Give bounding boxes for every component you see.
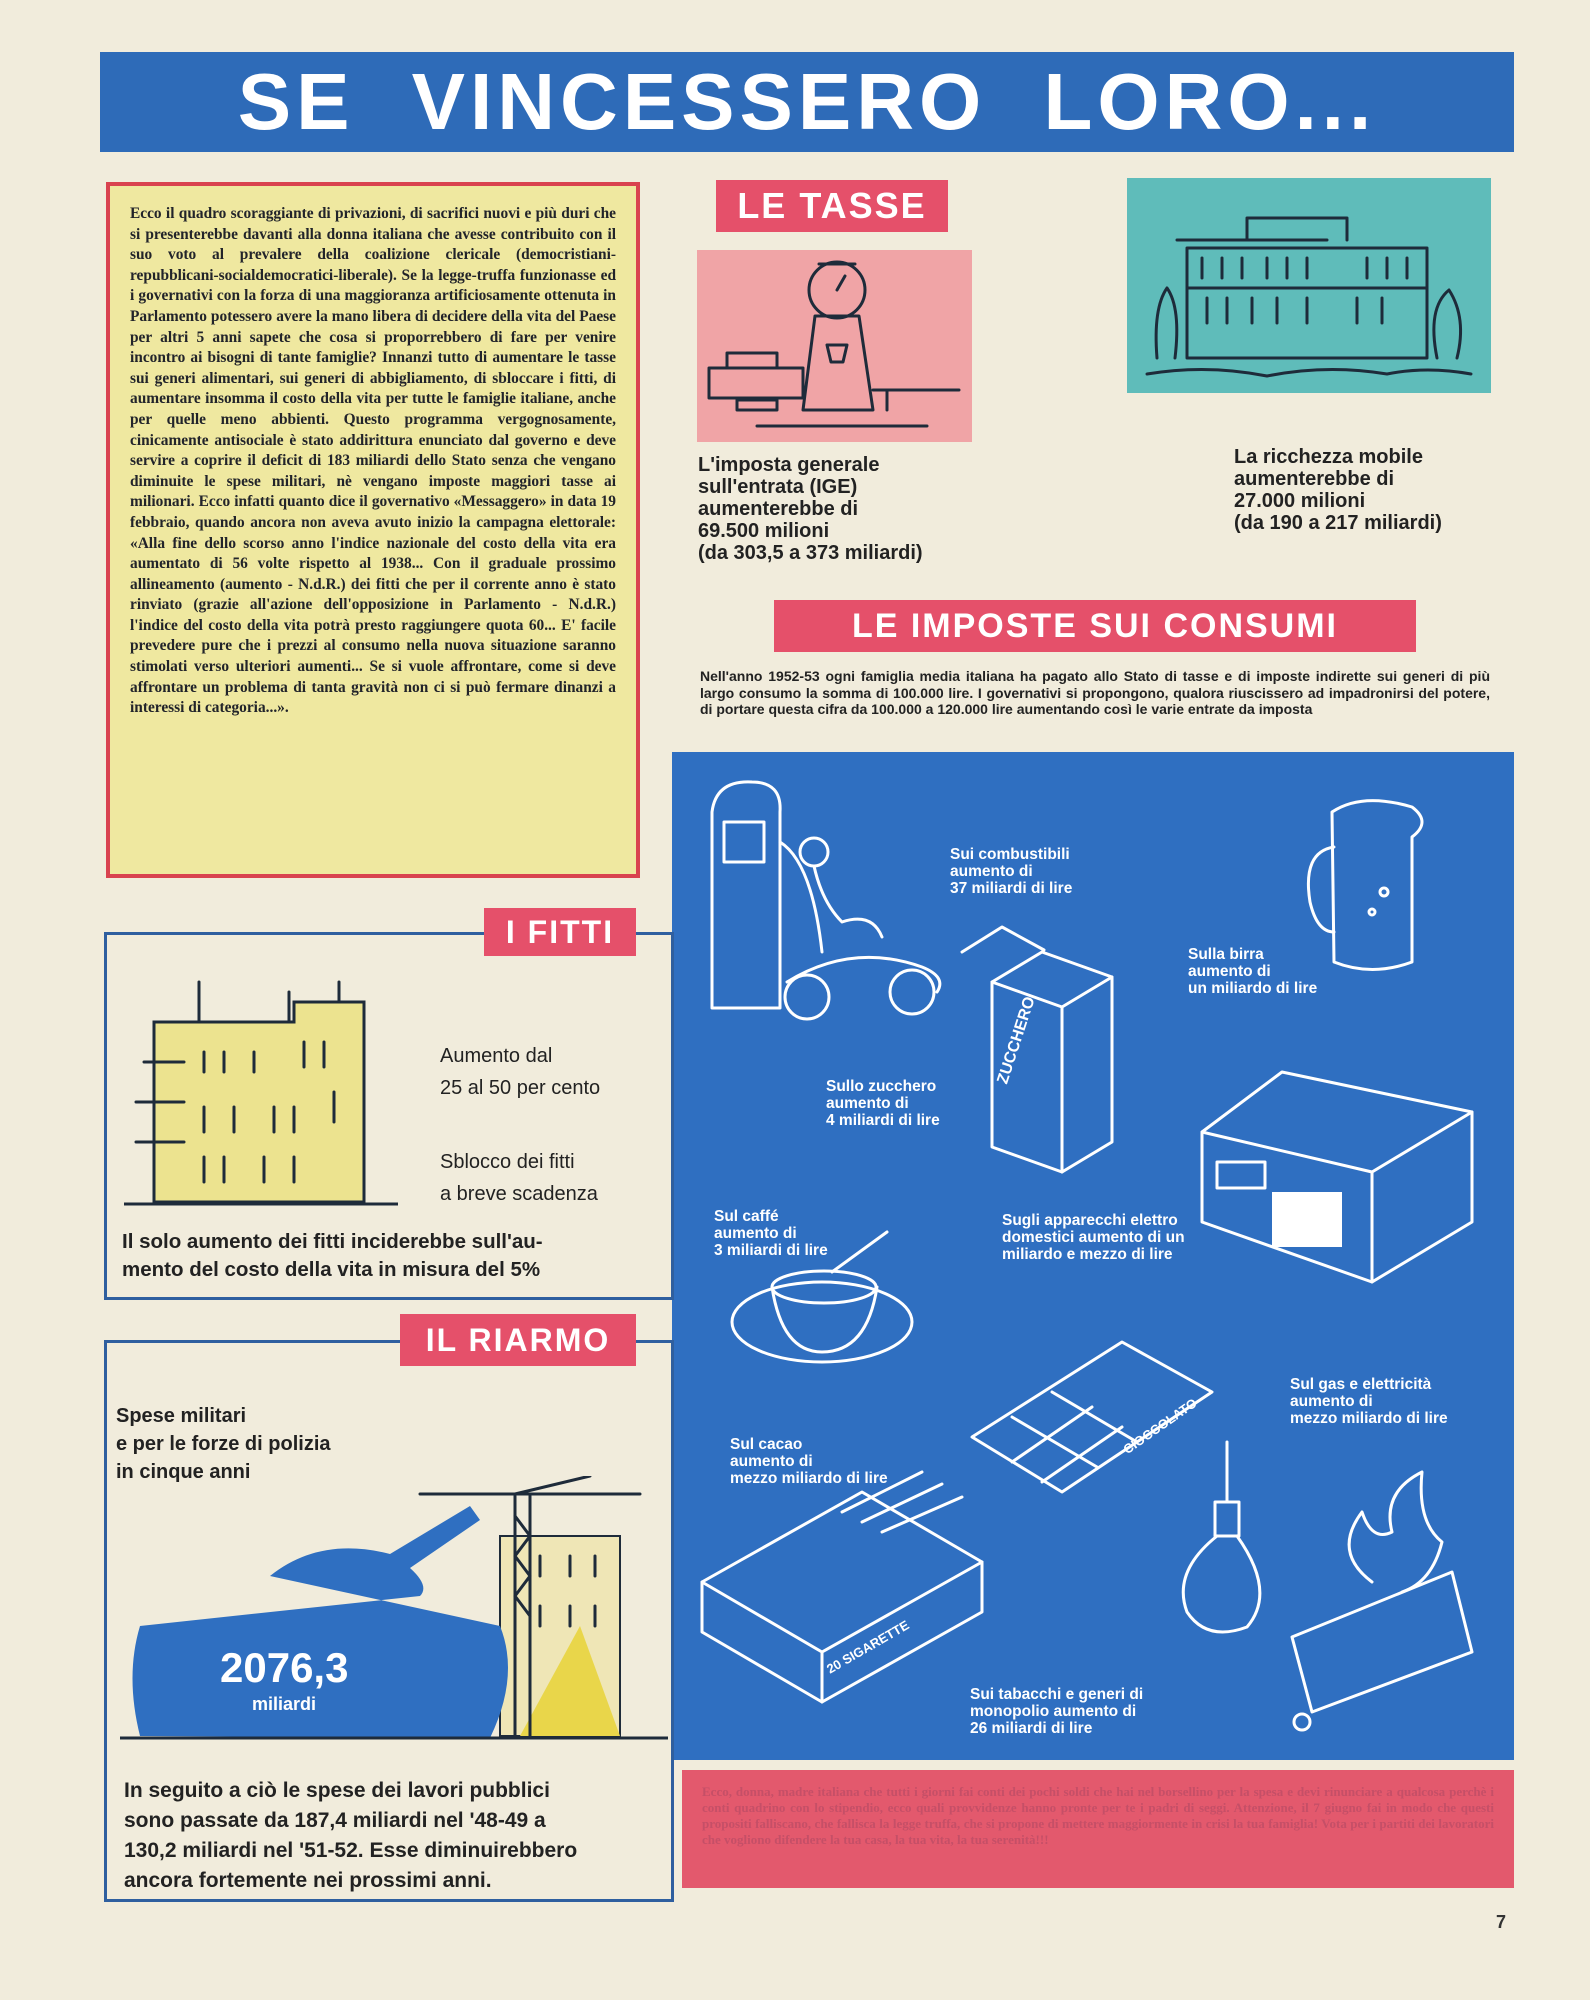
tank-crane-icon (120, 1476, 668, 1748)
page-number: 7 (1496, 1912, 1507, 1932)
ricchezza-line: 27.000 milioni (1234, 490, 1366, 512)
label-line: aumento di (1290, 1393, 1373, 1410)
ricchezza-line: La ricchezza mobile (1234, 446, 1423, 468)
riarmo-bottom-line: ancora fortemente nei prossimi anni. (124, 1869, 492, 1892)
label-elettrodomestici (1002, 1212, 1185, 1263)
label-combustibili (950, 846, 1072, 897)
ricchezza-line: aumenterebbe di (1234, 468, 1395, 490)
tasse-heading (716, 180, 948, 232)
consumi-panel (672, 752, 1514, 1760)
label-line: Sugli apparecchi elettro (1002, 1212, 1178, 1229)
label-line: Sui tabacchi e generi di (970, 1686, 1144, 1703)
ige-line: sull'entrata (IGE) (698, 476, 858, 498)
fitti-heading-text: I FITTI (505, 913, 615, 950)
light-bulb-icon (1183, 1442, 1260, 1632)
ricchezza-caption (1234, 446, 1514, 534)
label-line: Sui combustibili (950, 846, 1070, 863)
label-zucchero (826, 1078, 940, 1129)
label-line: Sullo zucchero (826, 1078, 937, 1095)
label-line: Sulla birra (1188, 946, 1264, 963)
intro-box (106, 182, 640, 878)
beer-mug-icon (1308, 801, 1422, 970)
label-line: mezzo miliardo di lire (730, 1470, 888, 1487)
label-line: domestici aumento di un (1002, 1229, 1185, 1246)
page-banner (100, 52, 1514, 152)
scale-illustration (697, 250, 972, 442)
riarmo-bottom-line: In seguito a ciò le spese dei lavori pubblici (124, 1779, 550, 1802)
riarmo-amount: 2076,3 (220, 1644, 349, 1691)
fitti-building (124, 972, 398, 1212)
riarmo-bottom-line: 130,2 miliardi nel '51-52. Esse diminuirebbero (124, 1839, 578, 1862)
riarmo-heading-text: IL RIARMO (425, 1321, 611, 1358)
riarmo-caption-line: Spese militari (116, 1405, 247, 1427)
fitti-line: 25 al 50 per cento (440, 1077, 601, 1099)
fitti-line1 (440, 1040, 600, 1104)
label-line: aumento di (826, 1095, 909, 1112)
fitti-line2 (440, 1146, 598, 1210)
scale-icon (697, 250, 972, 442)
riarmo-caption (116, 1402, 331, 1486)
label-line: mezzo miliardo di lire (1290, 1410, 1448, 1427)
label-line: un miliardo di lire (1188, 980, 1318, 997)
apartment-building-icon (124, 972, 398, 1212)
label-caffe (714, 1208, 828, 1259)
fitti-line: Aumento dal (440, 1045, 553, 1067)
consumi-intro (700, 668, 1490, 718)
riarmo-unit: miliardi (252, 1694, 317, 1714)
label-line: aumento di (950, 863, 1033, 880)
riarmo-caption-line: in cinque anni (116, 1461, 251, 1483)
label-line: monopolio aumento di (970, 1703, 1137, 1720)
riarmo-heading (400, 1314, 636, 1366)
cigarette-pack-label: 20 SIGARETTE (824, 1617, 912, 1677)
ige-line: L'imposta generale (698, 454, 880, 476)
label-line: aumento di (714, 1225, 797, 1242)
label-line: 3 miliardi di lire (714, 1242, 828, 1259)
label-line: 4 miliardi di lire (826, 1112, 940, 1129)
sugar-pack-label: ZUCCHERO (994, 994, 1039, 1087)
riarmo-bottom-line: sono passate da 187,4 miliardi nel '48-49 a (124, 1809, 546, 1832)
ige-caption (698, 454, 1008, 564)
fuel-pump-scooter-icon (712, 782, 940, 1019)
fitti-line: Sblocco dei fitti (440, 1151, 575, 1173)
label-tabacchi (970, 1686, 1143, 1737)
riarmo-illustration (120, 1476, 668, 1748)
label-line: Sul caffé (714, 1208, 779, 1225)
label-line: aumento di (730, 1453, 813, 1470)
label-line: Sul gas e elettricità (1290, 1376, 1432, 1393)
label-gas (1290, 1376, 1448, 1427)
gas-flame-icon (1292, 1472, 1472, 1730)
consumi-intro-text: Nell'anno 1952-53 ogni famiglia media italiana ha pagato allo Stato di tasse e di imposte indirette sui generi di più largo consumo la somma di 100.000 lire. I governativi si propongono, qualora riuscissero ad impadronirsi del potere, di portare questa cifra da 100.000 a 120.000 lire aumentando così le varie entrate da imposta (700, 668, 1490, 717)
fitti-line: a breve scadenza (440, 1183, 598, 1205)
label-line: Sul cacao (730, 1436, 803, 1453)
ige-line: 69.500 milioni (698, 520, 830, 542)
ricchezza-line: (da 190 a 217 miliardi) (1234, 512, 1442, 534)
villa-icon (1127, 178, 1491, 393)
tasse-heading-text: LE TASSE (737, 185, 927, 226)
fitti-heading (484, 908, 636, 956)
ige-line: aumenterebbe di (698, 498, 859, 520)
label-line: 37 miliardi di lire (950, 880, 1073, 897)
label-line: aumento di (1188, 963, 1271, 980)
footnote-box (682, 1770, 1514, 1888)
label-birra (1188, 946, 1317, 997)
intro-text: Ecco il quadro scoraggiante di privazioni, di sacrifici nuovi e più duri che si presenterebbe davanti alla donna italiana che avesse contribuito con il suo voto al prevalere della coalizione clericale (democristiani-repubblicani-socialdemocratici-liberale). Se la legge-truffa funzionasse ed i governativi con la forza di una maggioranza artificiosamente ottenuta in Parlamento potessero avere la mano libera di decidere della vita del Paese per altri 5 anni sapete che cosa si proporrebbero di fare per venire incontro ai bisogni di tante famiglie? Innanzi tutto di aumentare le tasse sui generi alimentari, sui generi di abbigliamento, di sbloccare i fitti, di aumentare insomma il costo della vita per tutte le famiglie italiane, anche per quelle meno abbienti. Questo programma vergognosamente, cinicamente antisociale è stato addirittura enunciato dal governo e deve servire a coprire il deficit di 183 miliardi dello Stato senza che vengano diminuite le spese militari, nè vengano imposte maggiori tasse ai milionari. Ecco infatti quanto dice il governativo «Messaggero» in data 19 febbraio, quando ancora non aveva avuto inizio la campagna elettorale: «Alla fine dello scorso anno l'indice nazionale del costo della vita era aumentato di 56 volte rispetto al 1938... Con il graduale prossimo allineamento (aumento - N.d.R.) dei fitti che per il corrente anno è stato rinviato (grazie all'azione dell'opposizione in Parlamento - N.d.R.) l'indice del costo della vita potrà presto raggiungere quota 60... E' facile prevedere pure che i prezzi al consumo nella nuova situazione saranno stimolati verso ulteriori aumenti... Se si vuole affrontare, come si deve affrontare un problema di tanta gravità non ci si può fermare dinanzi a interessi di categoria...». (130, 205, 616, 717)
fitti-summary (122, 1228, 670, 1284)
fitti-summary-line: mento del costo della vita in misura del 5% (122, 1258, 541, 1281)
ige-line: (da 303,5 a 373 miliardi) (698, 542, 923, 564)
building-illustration (1127, 178, 1491, 393)
label-cacao (730, 1436, 888, 1487)
consumi-heading-text: LE IMPOSTE SUI CONSUMI (851, 606, 1339, 645)
radio-appliance-icon (1202, 1072, 1472, 1282)
label-line: 26 miliardi di lire (970, 1720, 1093, 1737)
consumi-heading (774, 600, 1416, 652)
riarmo-bottom (124, 1776, 664, 1896)
fitti-summary-line: Il solo aumento dei fitti inciderebbe sull'au- (122, 1230, 543, 1253)
footnote-text: Ecco, donna, madre italiana che tutti i giorni fai conti dei pochi soldi che hai nel borsellino per la spesa e devi rinunciare a qualcosa perchè i conti quadrino con lo stipendio, ecco quali provvidenze hanno pronte per te i padri di seggi. Attenzione, il 7 giugno fai in modo che questi propositi falliscano, che fallisca la legge truffa, che si propone di mettere maggiormente in crisi la tua famiglia! Vota per i partiti dei lavoratori che vogliono difendere la tua casa, la tua vita, la tua serenità!!! (702, 1784, 1494, 1847)
label-line: miliardo e mezzo di lire (1002, 1246, 1173, 1263)
riarmo-caption-line: e per le forze di polizia (116, 1433, 331, 1455)
sugar-box-icon (962, 927, 1112, 1172)
chocolate-pack-label: CIOCCOLATO (1120, 1395, 1200, 1457)
banner-title: SE VINCESSERO LORO... (237, 57, 1377, 146)
